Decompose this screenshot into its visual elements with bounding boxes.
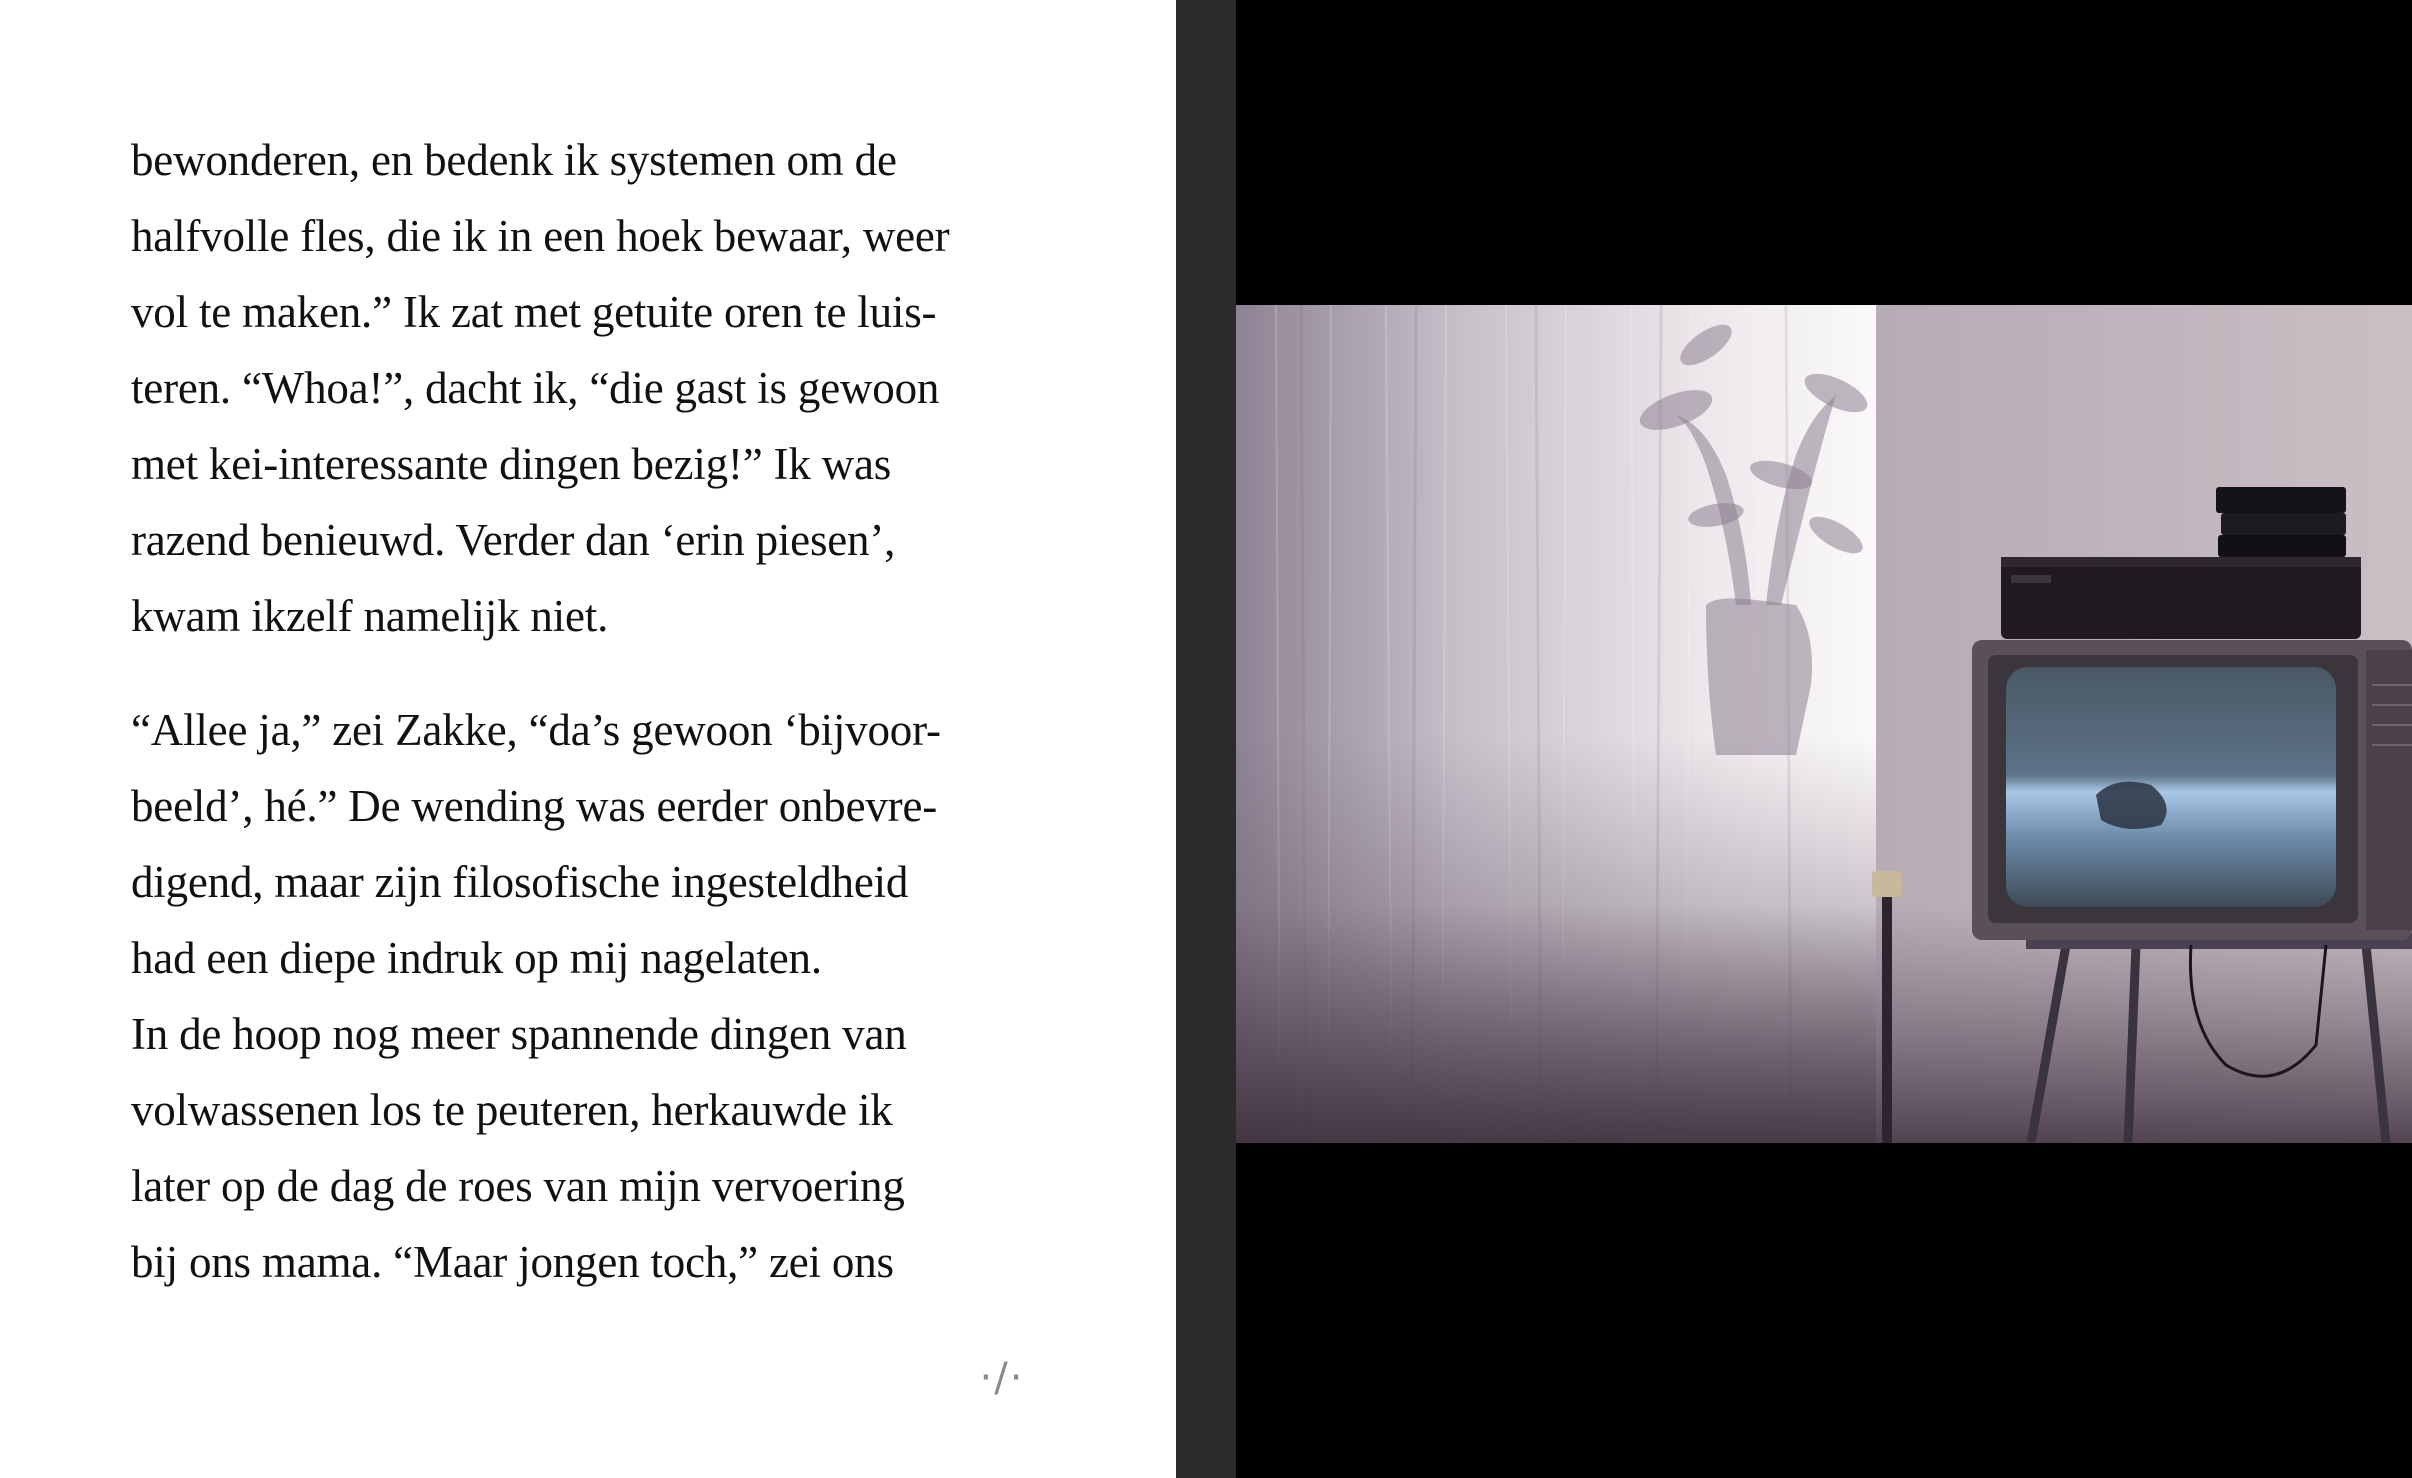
- text-line: had een diepe indruk op mij nagelaten.: [131, 933, 822, 983]
- text-line: razend benieuwd. Verder dan ‘erin piesen’,: [131, 515, 896, 565]
- text-line: later op de dag de roes van mijn vervoering: [131, 1161, 905, 1211]
- paragraph: [131, 692, 1061, 996]
- text-line: kwam ikzelf namelijk niet.: [131, 591, 609, 641]
- paragraph: [131, 996, 1061, 1300]
- photo[interactable]: [1236, 305, 2412, 1143]
- text-line: digend, maar zijn filosofische ingesteldheid: [131, 857, 909, 907]
- page-marker: ·/·: [979, 1355, 1025, 1401]
- text-line: bij ons mama. “Maar jongen toch,” zei ons: [131, 1237, 894, 1287]
- text-line: teren. “Whoa!”, dacht ik, “die gast is gewoon: [131, 363, 940, 413]
- page-text: [131, 122, 1061, 1300]
- text-line: beeld’, hé.” De wending was eerder onbevre-: [131, 781, 938, 831]
- text-line: In de hoop nog meer spannende dingen van: [131, 1009, 907, 1059]
- text-line: volwassenen los te peuteren, herkauwde ik: [131, 1085, 893, 1135]
- paragraph: [131, 122, 1061, 654]
- text-line: bewonderen, en bedenk ik systemen om de: [131, 135, 897, 185]
- text-line: vol te maken.” Ik zat met getuite oren te luis-: [131, 287, 937, 337]
- book-page[interactable]: [0, 0, 1176, 1478]
- text-line: “Allee ja,” zei Zakke, “da’s gewoon ‘bijvoor-: [131, 705, 941, 755]
- image-viewer[interactable]: [1236, 0, 2412, 1478]
- text-line: halfvolle fles, die ik in een hoek bewaar, weer: [131, 211, 950, 261]
- text-line: met kei-interessante dingen bezig!” Ik was: [131, 439, 892, 489]
- photo-illustration: [1236, 305, 2412, 1143]
- page-gutter: [1176, 0, 1236, 1478]
